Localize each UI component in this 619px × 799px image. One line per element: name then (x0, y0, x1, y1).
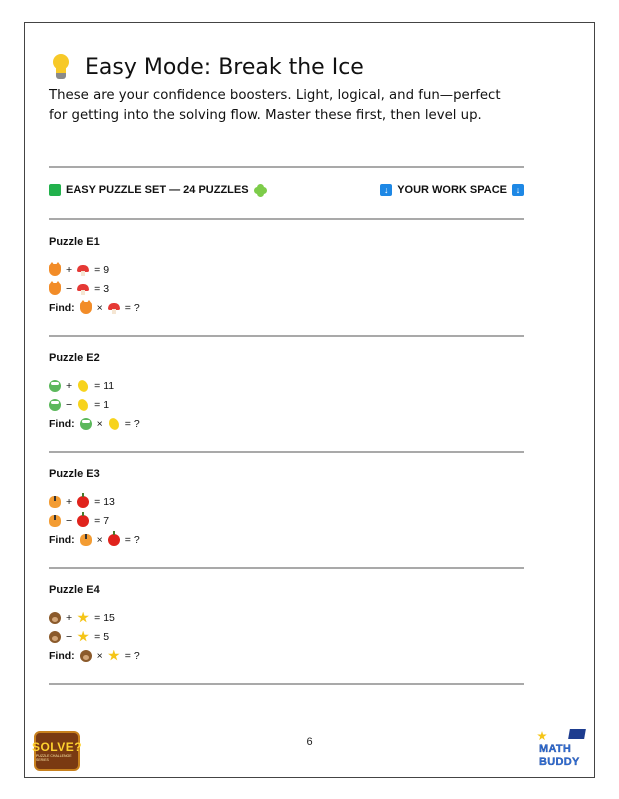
puzzle-card (49, 236, 524, 317)
puzzle-set-header (49, 181, 524, 199)
bear-icon (49, 612, 61, 624)
puzzle-title: Puzzle E1 (49, 236, 100, 248)
tiger-icon (49, 515, 61, 527)
find-line: Find: × = ? (49, 533, 140, 546)
fox-icon (49, 264, 61, 276)
lightbulb-icon (51, 54, 71, 80)
equation-diff: − = 3 (49, 279, 524, 298)
mushroom-icon (77, 264, 89, 276)
mushroom-icon (108, 302, 120, 314)
puzzle-title: Puzzle E2 (49, 352, 100, 364)
star-icon (77, 631, 89, 643)
work-space-label: YOUR WORK SPACE (397, 184, 507, 196)
graduation-cap-icon (568, 729, 586, 739)
math-buddy-logo: MATH BUDDY (535, 729, 591, 773)
puzzle-card (49, 352, 524, 433)
find-line: Find: × = ? (49, 417, 140, 430)
divider (49, 567, 524, 569)
star-icon (108, 650, 120, 662)
intro-text: These are your confidence boosters. Light, logical, and fun—perfect for getting into the solving flow. Master these first, then level up. (49, 88, 501, 123)
divider (49, 166, 524, 168)
lemon-icon (76, 378, 90, 393)
solve-logo: SOLVE? PUZZLE CHALLENGE SERIES (34, 731, 80, 771)
apple-icon (77, 515, 89, 527)
fox-icon (49, 283, 61, 295)
equation-diff: − = 7 (49, 511, 524, 530)
apple-icon (77, 496, 89, 508)
page-title: Easy Mode: Break the Ice (85, 54, 364, 80)
lemon-icon (76, 397, 90, 412)
bear-icon (80, 650, 92, 662)
star-icon (77, 612, 89, 624)
divider (49, 451, 524, 453)
puzzle-card (49, 468, 524, 549)
puzzle-set-label: EASY PUZZLE SET — 24 PUZZLES (66, 184, 249, 196)
puzzle-title: Puzzle E4 (49, 584, 100, 596)
divider (49, 218, 524, 220)
green-square-icon (49, 184, 61, 196)
star-icon (537, 731, 547, 741)
clover-icon (254, 184, 267, 197)
fox-icon (80, 302, 92, 314)
lemon-icon (107, 416, 121, 431)
page-number: 6 (306, 736, 313, 748)
mushroom-icon (77, 283, 89, 295)
apple-icon (108, 534, 120, 546)
tiger-icon (80, 534, 92, 546)
equation-sum: + = 15 (49, 608, 524, 627)
puzzle-card (49, 584, 524, 665)
puzzle-title: Puzzle E3 (49, 468, 100, 480)
equation-sum: + = 9 (49, 260, 524, 279)
equation-diff: − = 1 (49, 395, 524, 414)
equation-sum: + = 13 (49, 492, 524, 511)
find-line: Find: × = ? (49, 301, 140, 314)
find-line: Find: × = ? (49, 649, 140, 662)
down-arrow-icon: ↓ (512, 184, 524, 196)
frog-icon (49, 380, 61, 392)
frog-icon (49, 399, 61, 411)
equation-diff: − = 5 (49, 627, 524, 646)
down-arrow-icon: ↓ (380, 184, 392, 196)
bear-icon (49, 631, 61, 643)
frog-icon (80, 418, 92, 430)
page-heading (51, 54, 364, 80)
divider (49, 683, 524, 685)
divider (49, 335, 524, 337)
equation-sum: + = 11 (49, 376, 524, 395)
tiger-icon (49, 496, 61, 508)
